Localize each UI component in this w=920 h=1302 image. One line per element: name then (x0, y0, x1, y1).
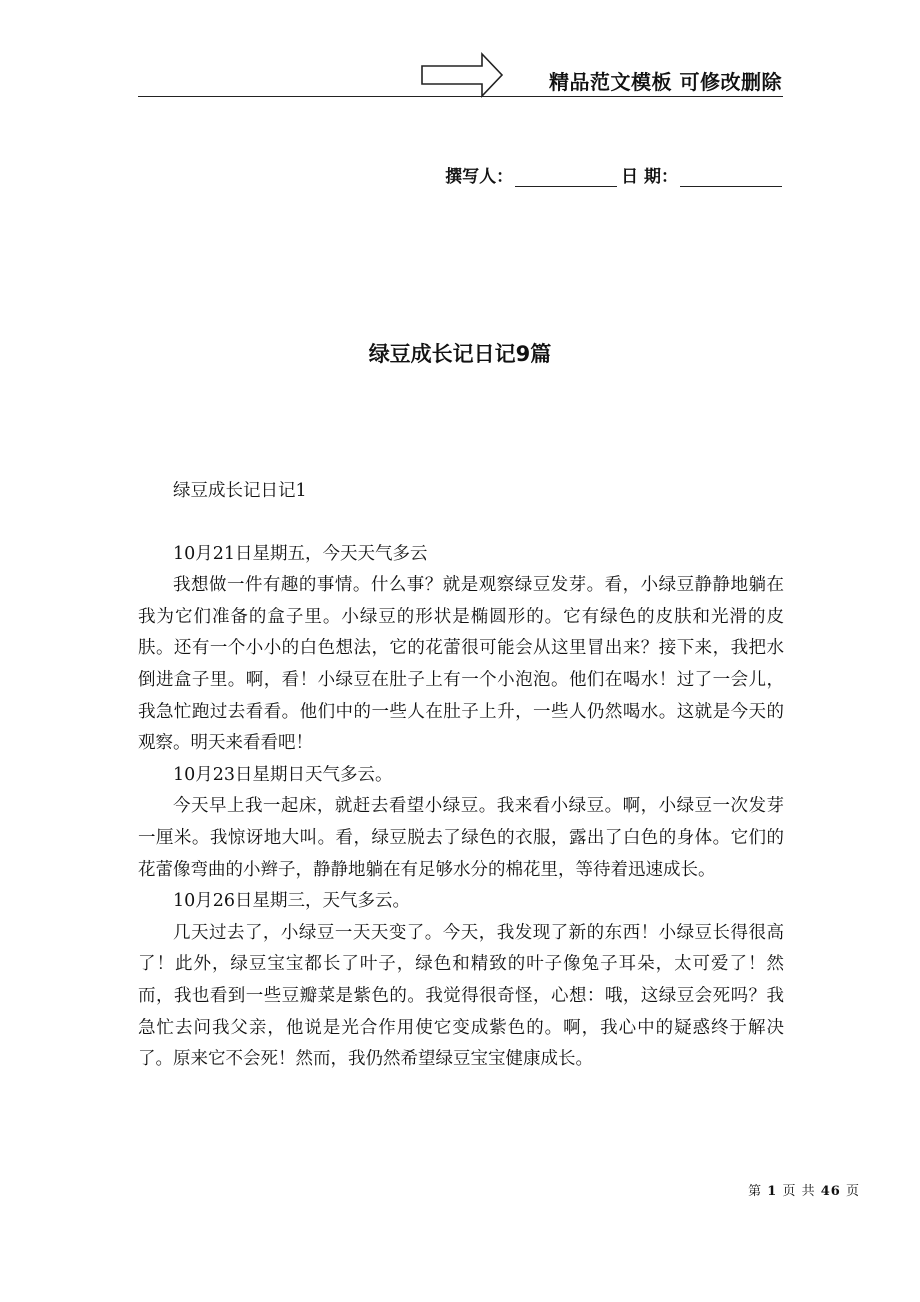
author-date-line (445, 162, 782, 187)
total-pages: 46 (820, 1184, 841, 1199)
paragraph: 10月23日星期日天气多云。 (173, 764, 393, 785)
header-title: 精品范文模板 可修改删除 (549, 70, 782, 94)
paragraph: 10月26日星期三，天气多云。 (173, 891, 411, 912)
document-body (138, 476, 784, 1076)
paragraph: 几天过去了，小绿豆一天天变了。今天，我发现了新的东西！小绿豆长得很高了！此外，绿豆宝宝都长了叶子，绿色和精致的叶子像兔子耳朵，太可爱了！然而，我也看到一些豆瓣菜是紫色的。我觉得很奇怪，心想：哦，这绿豆会死吗？我急忙去问我父亲，他说是光合作用使它变成紫色的。啊，我心中的疑惑终于解决了。原来它不会死！然而，我仍然希望绿豆宝宝健康成长。 (138, 922, 784, 1070)
paragraph: 今天早上我一起床，就赶去看望小绿豆。我来看小绿豆。啊，小绿豆一次发芽一厘米。我惊讶地大叫。看，绿豆脱去了绿色的衣服，露出了白色的身体。它们的花蕾像弯曲的小辫子，静静地躺在有足够水分的棉花里，等待着迅速成长。 (138, 796, 784, 880)
page-number (748, 1180, 860, 1199)
header-divider (138, 96, 783, 97)
document-title: 绿豆成长记日记9篇 (368, 342, 552, 366)
paragraph: 我想做一件有趣的事情。什么事？就是观察绿豆发芽。看，小绿豆静静地躺在我为它们准备的盒子里。小绿豆的形状是椭圆形的。它有绿色的皮肤和光滑的皮肤。还有一个小小的白色想法，它的花蕾很可能会从这里冒出来？接下来，我把水倒进盒子里。啊，看！小绿豆在肚子上有一个小泡泡。他们在喝水！过了一会儿，我急忙跑过去看看。他们中的一些人在肚子上升，一些人仍然喝水。这就是今天的观察。明天来看看吧！ (138, 575, 784, 754)
current-page: 1 (767, 1184, 778, 1199)
author-label: 撰写人： (445, 167, 514, 187)
page-prefix: 第 (748, 1184, 763, 1199)
right-arrow-icon (420, 52, 504, 98)
page-suffix: 页 (845, 1184, 860, 1199)
page-mid: 页 共 (782, 1184, 816, 1199)
date-blank (680, 168, 782, 187)
date-label: 日 期： (621, 167, 678, 187)
diary-subtitle: 绿豆成长记日记1 (173, 481, 307, 501)
author-blank (515, 168, 617, 187)
paragraph: 10月21日星期五，今天天气多云 (173, 543, 428, 564)
